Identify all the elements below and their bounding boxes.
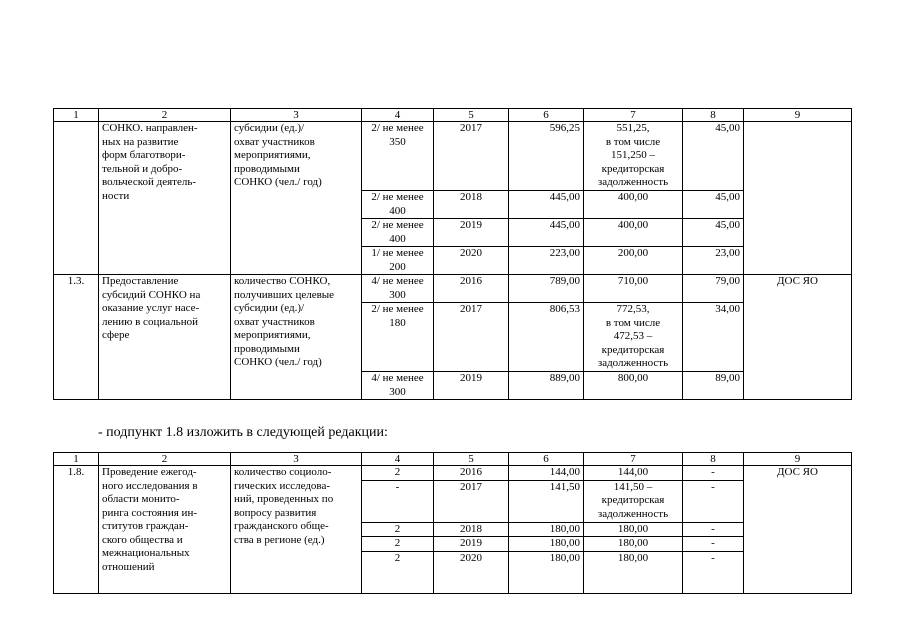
total-cell: 596,25 (509, 122, 584, 191)
item-number-cell (54, 122, 99, 275)
budget-cell: 710,00 (584, 275, 683, 303)
col-number: 8 (683, 109, 744, 122)
activity-name-cell: Предоставление субсидий СОНКО на оказание услуг насе- лению в социальной сфере (99, 275, 231, 400)
col-number: 5 (434, 109, 509, 122)
target-cell: 2/ не менее 400 (362, 219, 434, 247)
year-cell: 2017 (434, 480, 509, 522)
target-cell: 4/ не менее 300 (362, 372, 434, 400)
col-number: 9 (744, 109, 852, 122)
total-cell: 806,53 (509, 303, 584, 372)
col-number: 2 (99, 453, 231, 466)
other-cell: 45,00 (683, 191, 744, 219)
year-cell: 2016 (434, 275, 509, 303)
table-row (54, 466, 852, 481)
target-cell: 2/ не менее 350 (362, 122, 434, 191)
executor-cell: ДОС ЯО (744, 466, 852, 594)
target-cell: - (362, 480, 434, 522)
indicator-cell: субсидии (ед.)/ охват участников мероприятиями, проводимыми СОНКО (чел./ год) (231, 122, 362, 275)
budget-cell: 141,50 – кредиторская задолженность (584, 480, 683, 522)
other-cell: 45,00 (683, 219, 744, 247)
target-cell: 2 (362, 522, 434, 537)
other-cell: 89,00 (683, 372, 744, 400)
target-cell: 2/ не менее 400 (362, 191, 434, 219)
col-number: 6 (509, 109, 584, 122)
activity-name-cell: Проведение ежегод- ного исследования в области монито- ринга состояния ин- ститутов граждан- ского общества и межнациональных отношений (99, 466, 231, 594)
budget-cell: 144,00 (584, 466, 683, 481)
col-number: 9 (744, 453, 852, 466)
col-number: 2 (99, 109, 231, 122)
other-cell: - (683, 522, 744, 537)
year-cell: 2020 (434, 551, 509, 593)
year-cell: 2018 (434, 191, 509, 219)
budget-cell: 200,00 (584, 247, 683, 275)
other-cell: 45,00 (683, 122, 744, 191)
year-cell: 2018 (434, 522, 509, 537)
year-cell: 2019 (434, 372, 509, 400)
col-number: 1 (54, 109, 99, 122)
other-cell: - (683, 480, 744, 522)
year-cell: 2019 (434, 537, 509, 552)
target-cell: 2/ не менее 180 (362, 303, 434, 372)
total-cell: 180,00 (509, 537, 584, 552)
other-cell: - (683, 466, 744, 481)
executor-cell: ДОС ЯО (744, 275, 852, 400)
budget-cell: 400,00 (584, 191, 683, 219)
item-number-cell: 1.8. (54, 466, 99, 594)
total-cell: 889,00 (509, 372, 584, 400)
total-cell: 141,50 (509, 480, 584, 522)
program-table-item-1-8 (53, 452, 852, 594)
program-table-continued (53, 108, 852, 400)
indicator-cell: количество СОНКО, получивших целевые субсидии (ед.)/ охват участников мероприятиями, проводимыми СОНКО (чел./ год) (231, 275, 362, 400)
total-cell: 789,00 (509, 275, 584, 303)
amendment-note: - подпункт 1.8 изложить в следующей редакции: (98, 425, 388, 440)
year-cell: 2019 (434, 219, 509, 247)
budget-cell: 772,53, в том числе 472,53 – кредиторская задолженность (584, 303, 683, 372)
other-cell: 23,00 (683, 247, 744, 275)
col-number: 8 (683, 453, 744, 466)
total-cell: 223,00 (509, 247, 584, 275)
target-cell: 4/ не менее 300 (362, 275, 434, 303)
other-cell: 79,00 (683, 275, 744, 303)
col-number: 6 (509, 453, 584, 466)
col-number: 7 (584, 109, 683, 122)
col-number: 1 (54, 453, 99, 466)
target-cell: 2 (362, 537, 434, 552)
activity-name-cell: СОНКО. направлен- ных на развитие форм благотвори- тельной и добро- вольческой деятель- ности (99, 122, 231, 275)
target-cell: 2 (362, 551, 434, 593)
total-cell: 180,00 (509, 522, 584, 537)
budget-cell: 180,00 (584, 551, 683, 593)
total-cell: 180,00 (509, 551, 584, 593)
year-cell: 2017 (434, 303, 509, 372)
col-number: 7 (584, 453, 683, 466)
total-cell: 445,00 (509, 191, 584, 219)
total-cell: 144,00 (509, 466, 584, 481)
target-cell: 2 (362, 466, 434, 481)
budget-cell: 180,00 (584, 522, 683, 537)
year-cell: 2020 (434, 247, 509, 275)
total-cell: 445,00 (509, 219, 584, 247)
col-number: 4 (362, 109, 434, 122)
target-cell: 1/ не менее 200 (362, 247, 434, 275)
other-cell: 34,00 (683, 303, 744, 372)
table-row (54, 122, 852, 191)
budget-cell: 800,00 (584, 372, 683, 400)
item-number-cell: 1.3. (54, 275, 99, 400)
other-cell: - (683, 551, 744, 593)
col-number: 4 (362, 453, 434, 466)
other-cell: - (683, 537, 744, 552)
executor-cell (744, 122, 852, 275)
year-cell: 2017 (434, 122, 509, 191)
col-number: 3 (231, 453, 362, 466)
year-cell: 2016 (434, 466, 509, 481)
indicator-cell: количество социоло- гических исследова- ний, проведенных по вопросу развития гражданского обще- ства в регионе (ед.) (231, 466, 362, 594)
table-header-row (54, 109, 852, 122)
col-number: 3 (231, 109, 362, 122)
budget-cell: 180,00 (584, 537, 683, 552)
col-number: 5 (434, 453, 509, 466)
budget-cell: 551,25, в том числе 151,250 – кредиторская задолженность (584, 122, 683, 191)
table-row (54, 275, 852, 303)
budget-cell: 400,00 (584, 219, 683, 247)
table-header-row (54, 453, 852, 466)
